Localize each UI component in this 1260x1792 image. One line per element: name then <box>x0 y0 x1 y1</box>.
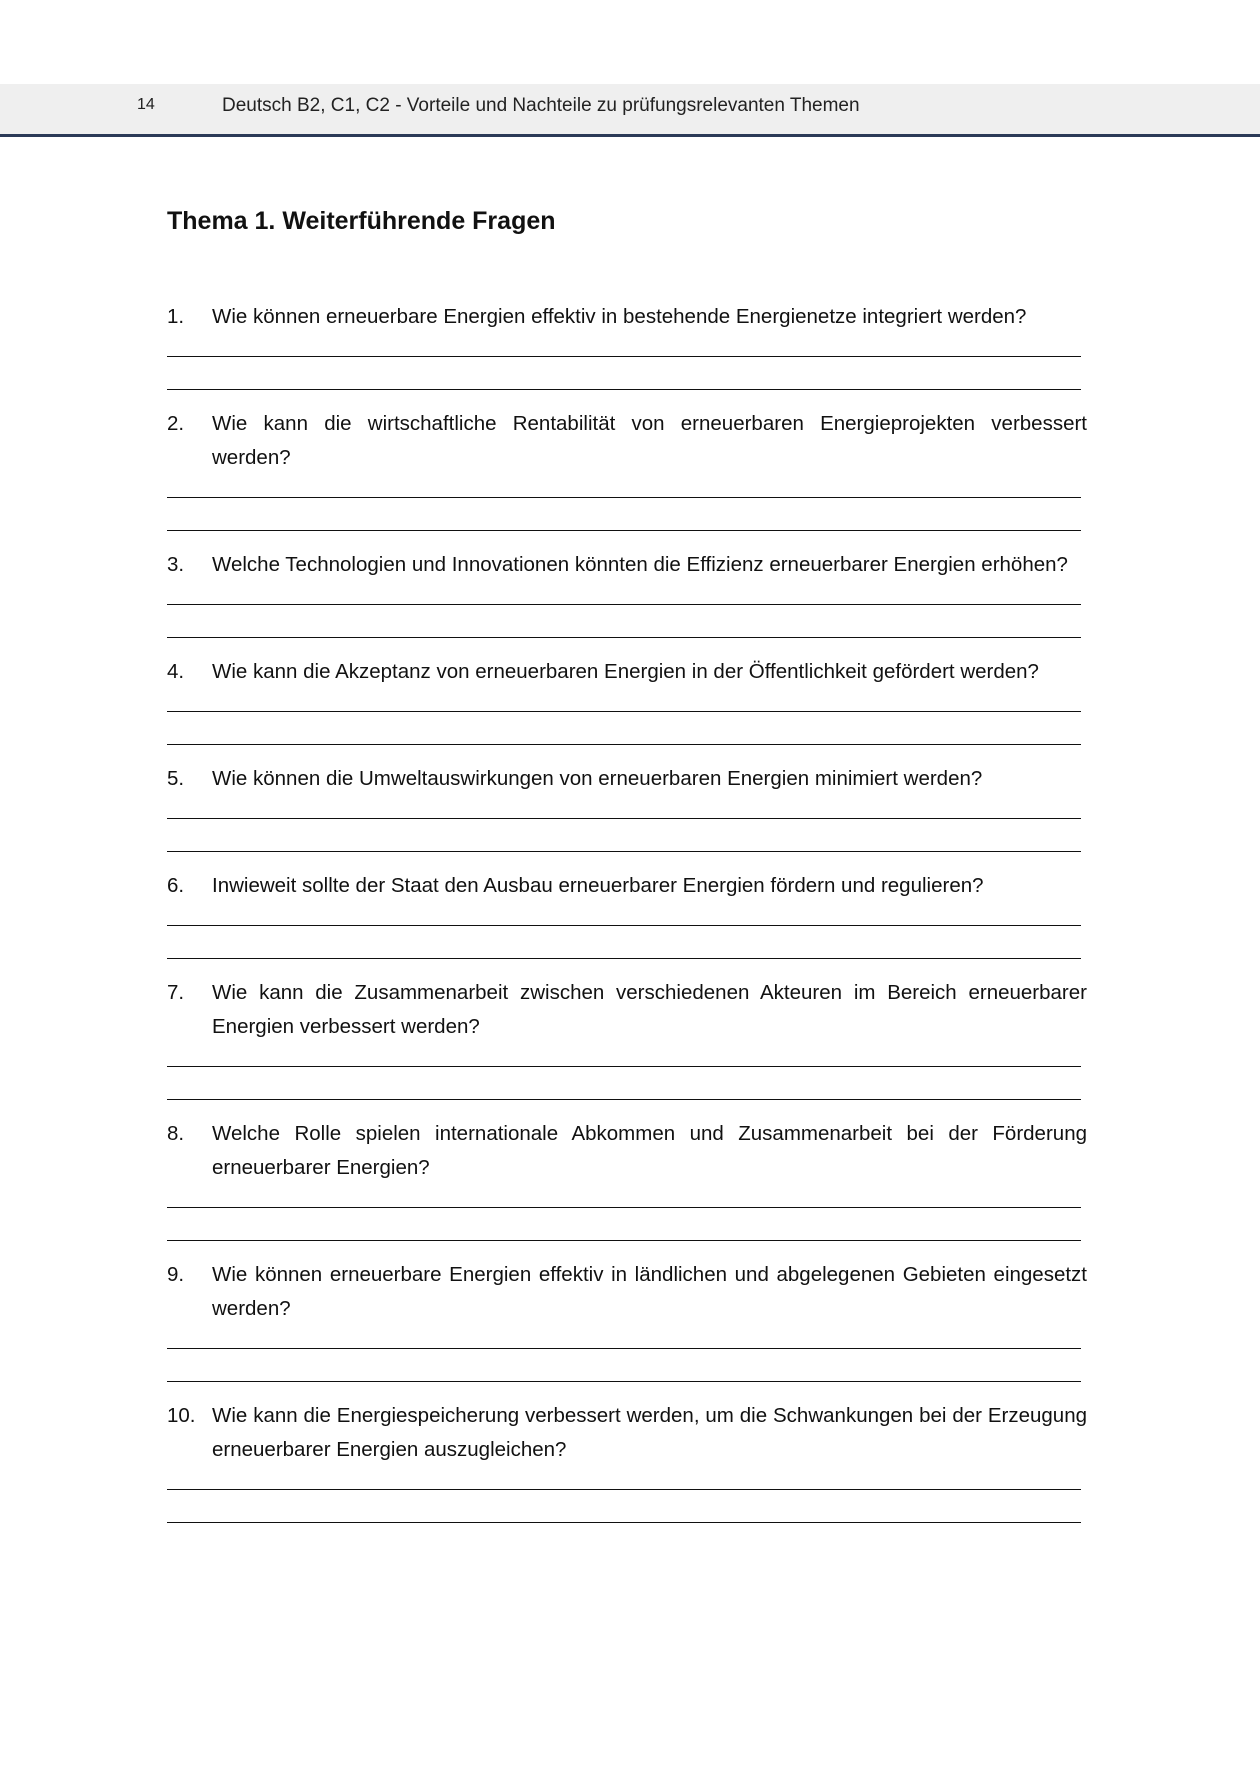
question-number: 8. <box>167 1122 185 1145</box>
question-number: 7. <box>167 981 185 1004</box>
question-item <box>167 1117 1087 1241</box>
question-text: Wie kann die Energiespeicherung verbessert werden, um die Schwankungen bei der Erzeugung erneuerbarer Energien auszugleichen? <box>212 1404 1087 1461</box>
answer-line <box>167 604 1081 605</box>
answer-line <box>167 1066 1081 1067</box>
question-number: 3. <box>167 553 185 576</box>
question-text: Welche Rolle spielen internationale Abkommen und Zusammenarbeit bei der Förderung erneuerbarer Energien? <box>212 1122 1087 1179</box>
question-number: 9. <box>167 1263 185 1286</box>
page-number: 14 <box>137 96 155 113</box>
answer-line <box>167 530 1081 531</box>
question-item <box>167 548 1087 638</box>
question-number: 1. <box>167 305 185 328</box>
question-text: Wie kann die Akzeptanz von erneuerbaren Energien in der Öffentlichkeit gefördert werden? <box>212 660 1039 683</box>
question-number: 6. <box>167 874 185 897</box>
question-list <box>167 300 1087 1540</box>
answer-line <box>167 744 1081 745</box>
page-header <box>0 84 1260 137</box>
question-text: Wie können erneuerbare Energien effektiv in bestehende Energienetze integriert werden? <box>212 305 1027 328</box>
answer-line <box>167 1099 1081 1100</box>
question-text: Wie können erneuerbare Energien effektiv in ländlichen und abgelegenen Gebieten eingesetzt werden? <box>212 1263 1087 1320</box>
answer-line <box>167 1522 1081 1523</box>
answer-line <box>167 1240 1081 1241</box>
answer-line <box>167 1489 1081 1490</box>
question-number: 5. <box>167 767 185 790</box>
answer-line <box>167 356 1081 357</box>
question-number: 2. <box>167 412 185 435</box>
question-text: Wie kann die wirtschaftliche Rentabilität von erneuerbaren Energieprojekten verbessert werden? <box>212 412 1087 469</box>
question-item <box>167 300 1087 390</box>
answer-line <box>167 497 1081 498</box>
question-number: 10. <box>167 1404 196 1427</box>
section-title: Thema 1. Weiterführende Fragen <box>167 207 556 235</box>
question-text: Wie kann die Zusammenarbeit zwischen verschiedenen Akteuren im Bereich erneuerbarer Energien verbessert werden? <box>212 981 1087 1038</box>
answer-line <box>167 925 1081 926</box>
answer-line <box>167 851 1081 852</box>
answer-line <box>167 637 1081 638</box>
answer-line <box>167 1207 1081 1208</box>
question-item <box>167 976 1087 1100</box>
answer-line <box>167 389 1081 390</box>
question-item <box>167 1258 1087 1382</box>
answer-line <box>167 1348 1081 1349</box>
question-text: Inwieweit sollte der Staat den Ausbau erneuerbarer Energien fördern und regulieren? <box>212 874 984 897</box>
question-item <box>167 1399 1087 1523</box>
question-item <box>167 762 1087 852</box>
question-item <box>167 655 1087 745</box>
question-item <box>167 869 1087 959</box>
answer-line <box>167 711 1081 712</box>
answer-line <box>167 958 1081 959</box>
question-text: Welche Technologien und Innovationen könnten die Effizienz erneuerbarer Energien erhöhen? <box>212 553 1068 576</box>
question-number: 4. <box>167 660 185 683</box>
answer-line <box>167 1381 1081 1382</box>
question-text: Wie können die Umweltauswirkungen von erneuerbaren Energien minimiert werden? <box>212 767 983 790</box>
question-item <box>167 407 1087 531</box>
answer-line <box>167 818 1081 819</box>
header-title: Deutsch B2, C1, C2 - Vorteile und Nachteile zu prüfungsrelevanten Themen <box>222 95 860 116</box>
